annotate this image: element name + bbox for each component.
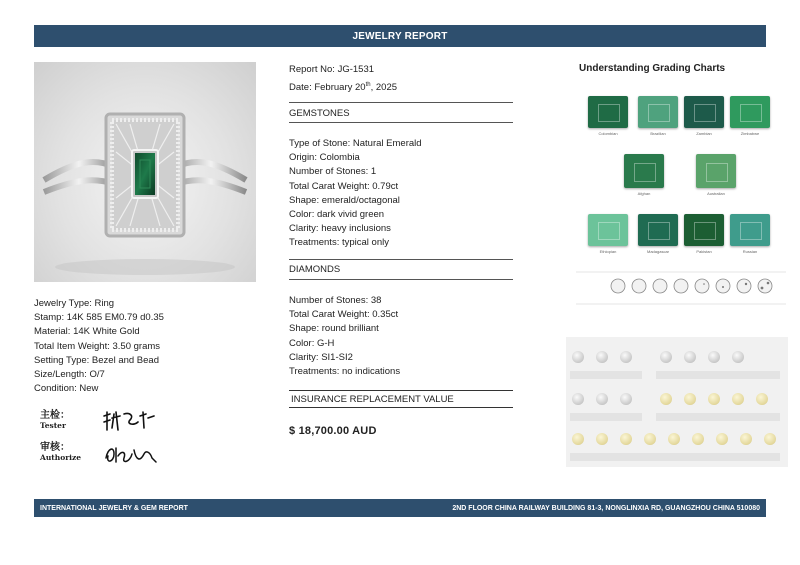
stone-shape: Shape: emerald/octagonal: [289, 194, 400, 206]
emerald-sample: Pakistan: [682, 214, 726, 254]
stone-origin: Origin: Colombia: [289, 152, 360, 164]
report-title: JEWELRY REPORT: [352, 30, 448, 42]
emerald-sample: Ethiopian: [586, 214, 630, 254]
stone-count: Number of Stones: 1: [289, 166, 377, 178]
emerald-sample: Colombian: [586, 96, 630, 136]
jewelry-type: Jewelry Type: Ring: [34, 298, 115, 309]
emerald-sample: Madagascar: [636, 214, 680, 254]
diamond-count: Number of Stones: 38: [289, 295, 382, 306]
tester-label-en: Tester: [40, 421, 66, 430]
diamond-carat: Total Carat Weight: 0.35ct: [289, 309, 399, 321]
gemstones-heading: GEMSTONES: [289, 108, 350, 119]
tester-row: [40, 410, 160, 442]
diamonds-heading: DIAMONDS: [289, 264, 341, 275]
diamond-shape: Shape: round brilliant: [289, 323, 379, 335]
authorize-label-en: Authorize: [40, 453, 82, 462]
stone-treatments: Treatments: typical only: [289, 237, 389, 249]
item-details: [34, 297, 164, 396]
emerald-sample: Afghan: [622, 154, 666, 196]
divider: [289, 279, 513, 280]
grading-charts-title: Understanding Grading Charts: [579, 63, 726, 74]
ring-photo: [34, 62, 256, 282]
footer-bar: [34, 499, 766, 517]
report-title-bar: [34, 25, 766, 47]
stone-color: Color: dark vivid green: [289, 209, 385, 221]
insurance-heading: INSURANCE REPLACEMENT VALUE: [289, 390, 513, 408]
emerald-sample: Brazilian: [636, 96, 680, 136]
condition: Condition: New: [34, 383, 99, 395]
setting-type: Setting Type: Bezel and Bead: [34, 354, 159, 366]
insurance-amount: $ 18,700.00 AUD: [289, 425, 377, 437]
divider: [289, 102, 513, 103]
diamond-clarity: Clarity: SI1-SI2: [289, 351, 353, 363]
tester-signature: [100, 410, 160, 436]
clarity-scale-chart: [576, 268, 786, 318]
report-header: [289, 63, 513, 95]
ring-illustration: [34, 62, 256, 282]
stone-type: Type of Stone: Natural Emerald: [289, 138, 422, 149]
tester-label-cn: 主检：: [40, 410, 70, 421]
footer-address: 2ND FLOOR CHINA RAILWAY BUILDING 81-3, NONGLINXIA RD, GUANGZHOU CHINA 510080: [452, 504, 760, 512]
authorize-row: [40, 442, 160, 474]
emerald-sample: Zimbabwe: [728, 96, 772, 136]
stamp: Stamp: 14K 585 EM0.79 d0.35: [34, 312, 164, 324]
divider: [289, 259, 513, 260]
signature-block: [40, 410, 160, 474]
emerald-sample: Russian: [728, 214, 772, 254]
emerald-sample: Australian: [694, 154, 738, 196]
gemstones-details: [289, 137, 513, 251]
size-length: Size/Length: O/7: [34, 369, 105, 381]
stone-carat: Total Carat Weight: 0.79ct: [289, 180, 399, 192]
diamond-color: Color: G-H: [289, 337, 335, 349]
total-item-weight: Total Item Weight: 3.50 grams: [34, 340, 161, 352]
material: Material: 14K White Gold: [34, 326, 140, 338]
report-number: Report No: JG-1531: [289, 64, 375, 75]
divider: [289, 122, 513, 123]
diamond-color-scale-chart: [566, 337, 788, 467]
footer-organization: INTERNATIONAL JEWELRY & GEM REPORT: [40, 504, 188, 512]
emerald-sample: Zambian: [682, 96, 726, 136]
authorize-label-cn: 审核：: [40, 442, 70, 453]
report-date: Date: February 20th, 2025: [289, 81, 398, 93]
diamond-treatments: Treatments: no indications: [289, 366, 401, 378]
diamonds-details: [289, 294, 513, 379]
authorize-signature: [100, 442, 160, 468]
stone-clarity: Clarity: heavy inclusions: [289, 223, 391, 235]
